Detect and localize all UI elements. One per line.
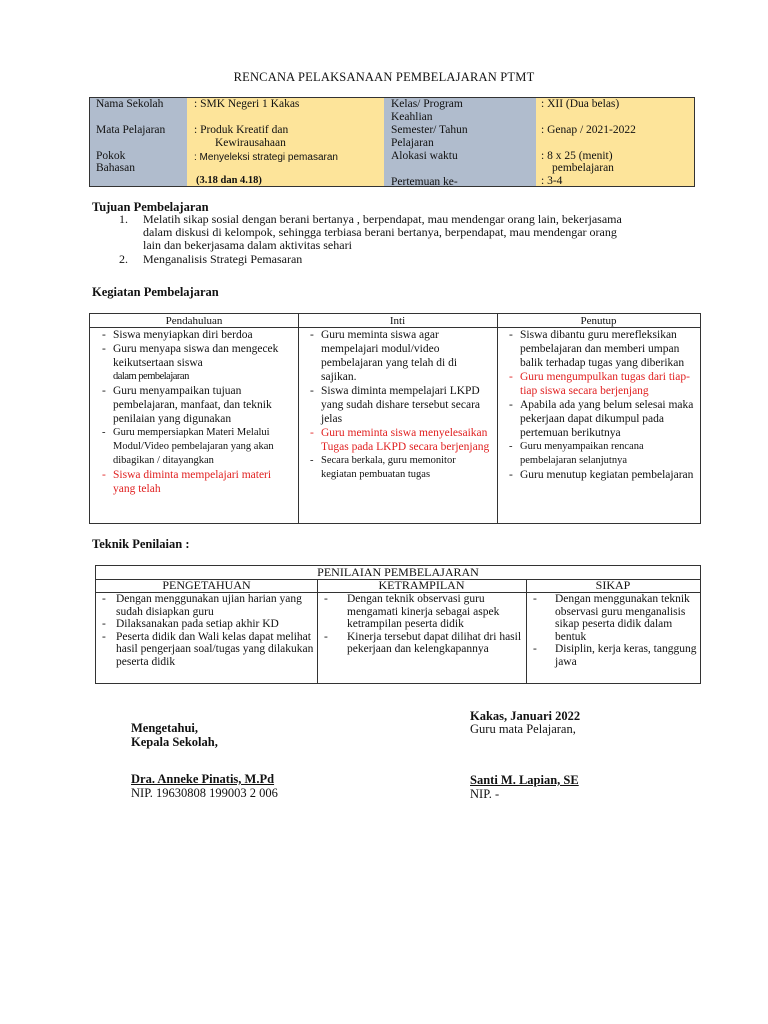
- semester-label: Semester/ Tahun: [391, 124, 468, 136]
- guru-title: Guru mata Pelajaran,: [470, 722, 576, 736]
- header-inti: Inti: [389, 315, 406, 327]
- identity-table: [89, 97, 695, 187]
- inti-list: [308, 328, 492, 482]
- nama-sekolah-label: Nama Sekolah: [96, 98, 164, 110]
- list-item: - Peserta didik dan Wali kelas dapat melihat hasil pengerjaan soal/tugas yang dilakukan peserta didik: [102, 630, 314, 668]
- document-title: RENCANA PELAKSANAAN PEMBELAJARAN PTMT: [233, 70, 535, 84]
- header-pengetahuan: PENGETAHUAN: [162, 578, 251, 592]
- list-item: - Guru mempersiapkan Materi Melalui Modul/Video pembelajaran yang akan dibagikan / ditayangkan: [100, 426, 296, 468]
- header-pendahuluan: Pendahuluan: [165, 315, 223, 327]
- guru-name: Santi M. Lapian, SE: [470, 773, 579, 787]
- list-item: - Dengan menggunakan ujian harian yang sudah disiapkan guru: [102, 593, 302, 618]
- tujuan-item1-line1: Melatih sikap sosial dengan berani bertanya , berpendapat, mau mendengar orang lain, bekerjasama: [143, 212, 622, 226]
- list-item: - Guru menyampaikan rencana pembelajaran selanjutnya: [507, 440, 697, 468]
- list-item: - Disiplin, kerja keras, tanggung jawa: [533, 643, 697, 668]
- header-ketrampilan: KETRAMPILAN: [378, 578, 465, 592]
- list-item: - Secara berkala, guru memonitor kegiatan pembuatan tugas: [308, 454, 492, 482]
- list-item: - Siswa menyiapkan diri berdoa: [100, 328, 296, 342]
- tujuan-item2-num: 2.: [119, 252, 128, 266]
- pertemuan-label: Pertemuan ke-: [391, 176, 458, 188]
- list-item: - Dilaksanakan pada setiap akhir KD: [102, 618, 279, 630]
- alokasi-value: : 8 x 25 (menit): [541, 150, 613, 162]
- header-sikap: SIKAP: [595, 578, 631, 592]
- kepala-sekolah-nip: NIP. 19630808 199003 2 006: [131, 786, 278, 800]
- mata-pelajaran-value: : Produk Kreatif dan: [194, 124, 289, 136]
- sikap-list: [533, 593, 697, 668]
- tujuan-item2-line1: Menganalisis Strategi Pemasaran: [143, 252, 303, 266]
- list-item-cont: dalam pembelajaran: [113, 371, 189, 382]
- list-item: - Guru meminta siswa agar mempelajari modul/video pembelajaran yang telah di di sajikan.: [308, 328, 492, 384]
- penilaian-title: PENILAIAN PEMBELAJARAN: [317, 565, 479, 579]
- list-item: - Kinerja tersebut dapat dilihat dri hasil pekerjaan dan kelengkapannya: [324, 630, 522, 655]
- list-item: - Siswa diminta mempelajari LKPD yang sudah dishare tersebut secara jelas: [308, 384, 492, 426]
- kelas-value: : XII (Dua belas): [541, 98, 620, 110]
- header-penutup: Penutup: [580, 315, 617, 327]
- kepala-sekolah-name: Dra. Anneke Pinatis, M.Pd: [131, 772, 275, 786]
- penutup-list: [507, 328, 697, 482]
- semester-value: : Genap / 2021-2022: [541, 124, 636, 136]
- mengetahui-label: Mengetahui,: [131, 721, 199, 735]
- list-item: - Guru menyapa siswa dan mengecek keikutsertaan siswa: [100, 342, 296, 370]
- pokok-label: Pokok: [96, 150, 126, 162]
- list-item: - Guru menutup kegiatan pembelajaran: [507, 468, 697, 482]
- semester-label-cont: Pelajaran: [391, 137, 434, 149]
- nama-sekolah-value: : SMK Negeri 1 Kakas: [194, 98, 300, 110]
- list-item: - Guru menyampaikan tujuan pembelajaran, manfaat, dan teknik penilaian yang digunakan: [100, 384, 296, 426]
- kepala-sekolah-label: Kepala Sekolah,: [131, 735, 218, 749]
- alokasi-value-cont: pembelajaran: [552, 162, 614, 174]
- kegiatan-heading: Kegiatan Pembelajaran: [92, 285, 219, 299]
- list-item: - Dengan menggunakan teknik observasi guru menganalisis sikap peserta didik dalam bentuk: [533, 593, 690, 643]
- ketrampilan-list: [324, 593, 522, 656]
- teknik-heading: Teknik Penilaian :: [92, 537, 190, 551]
- kelas-label-cont: Keahlian: [391, 111, 433, 123]
- list-item: - Apabila ada yang belum selesai maka pekerjaan dapat dikumpul pada pertemuan berikutnya: [507, 398, 697, 440]
- list-item: - Siswa diminta mempelajari materi yang telah: [100, 468, 296, 496]
- kegiatan-table: [89, 313, 701, 524]
- penilaian-table: [95, 565, 701, 684]
- tujuan-heading: Tujuan Pembelajaran: [92, 200, 209, 214]
- mata-pelajaran-label: Mata Pelajaran: [96, 124, 166, 136]
- pengetahuan-list: [102, 593, 314, 668]
- alokasi-label: Alokasi waktu: [391, 150, 458, 162]
- mata-pelajaran-value-cont: Kewirausahaan: [215, 137, 286, 149]
- list-item: - Siswa dibantu guru merefleksikan pembelajaran dan memberi umpan balik terhadap tugas yang diberikan: [507, 328, 697, 370]
- guru-nip: NIP. -: [470, 787, 500, 801]
- list-item: - Guru meminta siswa menyelesaikan Tugas pada LKPD secara berjenjang: [308, 426, 492, 454]
- pertemuan-value: : 3-4: [541, 175, 563, 187]
- tujuan-item1-line3: lain dan bekerjasama dalam aktivitas sehari: [143, 238, 352, 252]
- list-item: - Guru mengumpulkan tugas dari tiap-tiap siswa secara berjenjang: [507, 370, 697, 398]
- place-date: Kakas, Januari 2022: [470, 709, 581, 723]
- pendahuluan-list: [100, 328, 296, 496]
- kelas-label: Kelas/ Program: [391, 98, 463, 110]
- pokok-value: : Menyeleksi strategi pemasaran: [194, 152, 338, 163]
- list-item: - Dengan teknik observasi guru mengamati kinerja sebagai aspek ketrampilan peserta didik: [324, 593, 500, 630]
- pokok-label-cont: Bahasan: [96, 162, 135, 174]
- pokok-kd: (3.18 dan 4.18): [196, 175, 262, 186]
- tujuan-item1-num: 1.: [119, 212, 128, 226]
- tujuan-item1-line2: dalam diskusi di kelompok, sehingga terbiasa berani bertanya, berpendapat, mau mendengar orang: [143, 225, 617, 239]
